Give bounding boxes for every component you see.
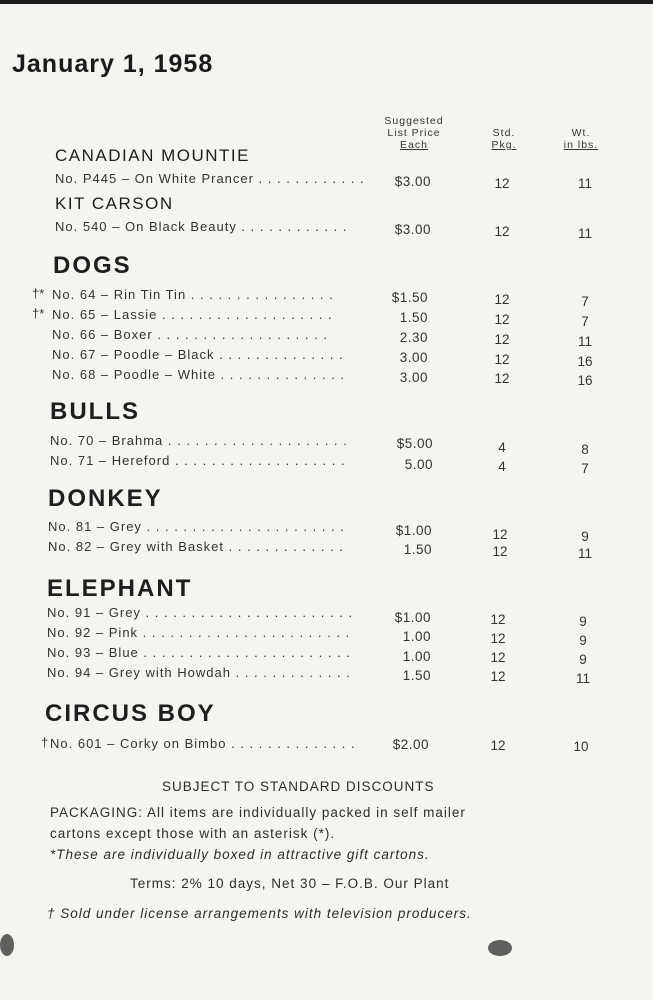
section-title: DONKEY — [48, 485, 163, 512]
item-weight: 9 — [579, 652, 587, 667]
page-date: January 1, 1958 — [12, 50, 214, 78]
item-price: 1.00 — [402, 629, 431, 644]
item-pkg: 12 — [494, 332, 510, 347]
discounts-note: SUBJECT TO STANDARD DISCOUNTS — [162, 779, 435, 794]
item-pkg: 12 — [494, 292, 510, 307]
weight-column-header: Wt. in lbs. — [563, 127, 599, 151]
item-weight: 7 — [581, 461, 589, 476]
list-item: No. 71 – Hereford . . . . . . . . . . . . . . . . . . . — [50, 453, 346, 468]
terms-note: Terms: 2% 10 days, Net 30 – F.O.B. Our Plant — [130, 876, 450, 891]
item-price: $1.50 — [391, 290, 428, 305]
list-item: No. 64 – Rin Tin Tin . . . . . . . . . . . . . . . . — [52, 287, 334, 302]
item-weight: 7 — [581, 294, 589, 309]
item-price: 3.00 — [399, 370, 428, 385]
list-item: No. 82 – Grey with Basket . . . . . . . . . . . . . — [48, 539, 344, 554]
list-item: No. 65 – Lassie . . . . . . . . . . . . . . . . . . . — [52, 307, 333, 322]
item-weight: 7 — [581, 314, 589, 329]
section-title: KIT CARSON — [55, 194, 174, 213]
license-mark: † — [41, 735, 49, 750]
list-item: No. 92 – Pink . . . . . . . . . . . . . . . . . . . . . . . — [47, 625, 351, 640]
item-weight: 9 — [579, 614, 587, 629]
item-weight: 9 — [581, 529, 589, 544]
license-mark: †* — [32, 286, 45, 301]
packaging-note-line-1: PACKAGING: All items are individually packed in self mailer — [50, 805, 466, 820]
item-price: $1.00 — [395, 523, 432, 538]
section-title: CANADIAN MOUNTIE — [55, 146, 250, 165]
item-price: 5.00 — [404, 457, 433, 472]
list-item: No. 601 – Corky on Bimbo . . . . . . . . . . . . . . — [50, 736, 356, 751]
item-weight: 11 — [575, 671, 590, 686]
item-weight: 16 — [577, 373, 593, 388]
item-price: 2.30 — [399, 330, 428, 345]
item-weight: 11 — [577, 546, 592, 561]
ink-smudge — [0, 934, 14, 956]
item-price: $2.00 — [392, 737, 429, 752]
list-item: No. P445 – On White Prancer . . . . . . . . . . . . — [55, 171, 365, 186]
item-pkg: 12 — [492, 527, 508, 542]
list-item: No. 94 – Grey with Howdah . . . . . . . . . . . . . — [47, 665, 351, 680]
item-pkg: 12 — [490, 669, 506, 684]
item-price: 1.50 — [402, 668, 431, 683]
item-price: 1.50 — [403, 542, 432, 557]
item-pkg: 12 — [490, 650, 506, 665]
section-title: DOGS — [53, 252, 132, 279]
item-price: $3.00 — [394, 174, 431, 189]
item-pkg: 12 — [494, 176, 510, 191]
price-column-header: Suggested List Price Each — [384, 115, 444, 151]
item-price: $3.00 — [394, 222, 431, 237]
list-item: No. 540 – On Black Beauty . . . . . . . . . . . . — [55, 219, 348, 234]
list-item: No. 93 – Blue . . . . . . . . . . . . . . . . . . . . . . . — [47, 645, 351, 660]
item-pkg: 12 — [494, 352, 510, 367]
item-pkg: 4 — [498, 459, 506, 474]
license-note: † Sold under license arrangements with television producers. — [47, 906, 472, 921]
item-weight: 11 — [577, 226, 592, 241]
list-item: No. 68 – Poodle – White . . . . . . . . . . . . . . — [52, 367, 346, 382]
packaging-note-line-2: cartons except those with an asterisk (*). — [50, 826, 336, 841]
section-title: ELEPHANT — [47, 575, 193, 602]
item-price: $5.00 — [396, 436, 433, 451]
item-price: 1.00 — [402, 649, 431, 664]
list-item: No. 91 – Grey . . . . . . . . . . . . . . . . . . . . . . . — [47, 605, 354, 620]
item-weight: 16 — [577, 354, 593, 369]
item-pkg: 12 — [490, 631, 506, 646]
list-item: No. 81 – Grey . . . . . . . . . . . . . . . . . . . . . . — [48, 519, 345, 534]
item-weight: 8 — [581, 442, 589, 457]
item-pkg: 12 — [494, 371, 510, 386]
section-title: CIRCUS BOY — [45, 700, 216, 727]
list-item: No. 70 – Brahma . . . . . . . . . . . . . . . . . . . . — [50, 433, 348, 448]
item-weight: 11 — [577, 334, 592, 349]
item-price: 3.00 — [399, 350, 428, 365]
item-pkg: 12 — [492, 544, 508, 559]
list-item: No. 66 – Boxer . . . . . . . . . . . . . . . . . . . — [52, 327, 328, 342]
item-weight: 9 — [579, 633, 587, 648]
item-weight: 10 — [573, 739, 589, 754]
item-pkg: 12 — [494, 312, 510, 327]
ink-smudge — [488, 940, 512, 956]
section-title: BULLS — [50, 398, 140, 425]
item-pkg: 12 — [490, 738, 506, 753]
gift-box-note: *These are individually boxed in attractive gift cartons. — [50, 847, 430, 862]
item-price: $1.00 — [394, 610, 431, 625]
license-mark: †* — [32, 306, 45, 321]
item-pkg: 12 — [490, 612, 506, 627]
item-weight: 11 — [577, 176, 592, 191]
item-price: 1.50 — [399, 310, 428, 325]
top-border — [0, 0, 653, 4]
item-pkg: 4 — [498, 440, 506, 455]
list-item: No. 67 – Poodle – Black . . . . . . . . . . . . . . — [52, 347, 344, 362]
item-pkg: 12 — [494, 224, 510, 239]
pkg-column-header: Std. Pkg. — [491, 127, 517, 151]
